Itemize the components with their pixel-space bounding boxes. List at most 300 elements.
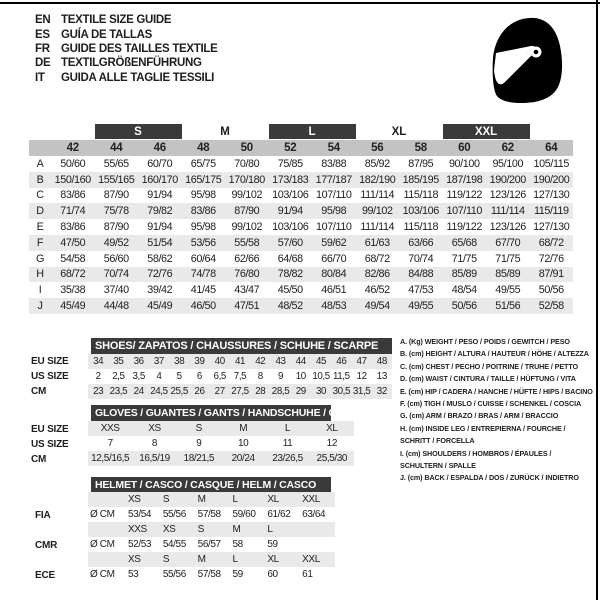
unit-cell-empty (88, 492, 126, 507)
measurement-value: 99/102 (231, 189, 263, 202)
table-cell: 12 (356, 371, 367, 382)
measurement-value: 187/198 (446, 173, 483, 186)
shoes-table (88, 354, 392, 399)
measurement-value: 50/60 (60, 157, 86, 170)
measurement-value: 160/170 (141, 173, 178, 186)
measurement-value: 95/98 (190, 189, 216, 202)
measurement-value: 70/74 (408, 252, 434, 265)
measurement-value: 71/75 (495, 252, 521, 265)
measurement-value: 48/53 (321, 300, 347, 313)
size-col-header: 56 (371, 142, 384, 154)
measurement-value: 45/49 (147, 300, 173, 313)
measurement-value: 87/91 (538, 268, 564, 281)
helmet-value: 61/62 (267, 509, 291, 520)
table-cell: 8 (151, 438, 158, 449)
measurement-value: 150/160 (54, 173, 91, 186)
measurement-value: 170/180 (228, 173, 265, 186)
measurement-value: 115/119 (533, 205, 569, 218)
legend-item (400, 448, 588, 473)
helmet-size-label: L (232, 554, 238, 565)
diameter-unit: Ø CM (90, 539, 115, 550)
measurement-value: 119/122 (446, 221, 482, 234)
table-cell: 7,5 (233, 371, 247, 382)
measurement-row (29, 203, 573, 219)
measurement-value: 87/95 (408, 157, 434, 170)
table-cell: 10,5 (312, 371, 330, 382)
table-cell: 23,5 (109, 386, 128, 397)
measurement-value: 76/80 (234, 268, 260, 281)
gloves-table-title: GLOVES / GUANTES / GANTS / HANDSCHUHE / GUANTI (91, 405, 331, 421)
measurement-value: 52/58 (538, 300, 564, 313)
size-col-header: 48 (197, 142, 210, 154)
table-cell: 11 (282, 438, 293, 449)
measurement-value: 43/47 (234, 284, 260, 297)
gloves-eu-size-label: EU SIZE (31, 424, 69, 435)
gloves-us-size-label: US SIZE (31, 439, 69, 450)
helmet-value: 54/55 (162, 539, 186, 550)
helmet-size-label: XL (267, 554, 279, 565)
measurement-value: 99/102 (361, 205, 393, 218)
table-cell: 23 (93, 386, 104, 397)
measurement-value: 105/115 (533, 157, 569, 170)
language-title-list (35, 13, 218, 85)
table-cell: 39 (194, 356, 205, 367)
row-letter: H (36, 268, 44, 281)
helmet-size-label: XXL (302, 554, 320, 565)
legend-line: B. (cm) HEIGHT / ALTURA / HAUTEUR / HÖHE / ALTEZZA (400, 349, 589, 359)
table-row (88, 369, 392, 384)
legend-item (400, 348, 588, 360)
table-cell: XL (326, 423, 338, 434)
measurement-value: 64/68 (277, 252, 303, 265)
measurement-value: 57/60 (277, 236, 303, 249)
size-group-label: S (95, 124, 182, 139)
legend-item (400, 361, 588, 373)
row-letter: C (36, 189, 44, 202)
table-row (88, 384, 392, 399)
helmet-value: 53 (128, 569, 139, 580)
table-cell: 10 (237, 438, 249, 449)
measurement-value: 87/90 (103, 189, 129, 202)
table-cell: 25,5/30 (316, 453, 348, 464)
measurement-value: 107/110 (446, 205, 482, 218)
helmet-fia-label: FIA (35, 510, 51, 521)
measurement-value: 61/63 (364, 236, 390, 249)
table-cell: 13 (376, 371, 387, 382)
measurement-value: 71/75 (451, 252, 477, 265)
measurement-value: 55/65 (103, 157, 129, 170)
measurement-value: 49/54 (364, 300, 390, 313)
measurement-row (29, 251, 573, 267)
measurement-row (29, 267, 573, 283)
measurement-value: 95/98 (321, 205, 347, 218)
shoes-cm-label: CM (31, 386, 47, 397)
size-group-label: XXL (443, 124, 530, 139)
row-letter: D (36, 205, 44, 218)
legend-item (400, 373, 588, 385)
table-cell: 10 (295, 371, 306, 382)
table-cell: 42 (255, 356, 266, 367)
helmet-icon (488, 16, 564, 104)
legend-item (400, 386, 593, 398)
size-group-label: L (269, 124, 356, 139)
helmet-ece-label: ECE (35, 570, 55, 581)
measurement-value: 75/78 (103, 205, 129, 218)
size-col-header: 58 (414, 142, 427, 154)
measurement-value: 95/100 (492, 157, 524, 170)
measurement-value: 72/76 (147, 268, 173, 281)
legend-line: A. (Kg) WEIGHT / PESO / POIDS / GEWITCH / PESO (400, 337, 570, 346)
measurement-value: 85/89 (495, 268, 521, 281)
table-cell: 36 (133, 356, 144, 367)
table-cell: 2,5 (112, 371, 125, 382)
measurement-value: 58/62 (147, 252, 173, 265)
helmet-table-title: HELMET / CASCO / CASQUE / HELM / CASCO (91, 477, 331, 493)
legend-line: H. (cm) INSIDE LEG / ENTREPIERNA / FOURCHE / (400, 423, 566, 433)
helmet-value: 55/56 (162, 569, 186, 580)
table-cell: 27,5 (231, 386, 249, 397)
size-col-header: 52 (284, 142, 297, 154)
measurement-value: 72/76 (538, 252, 564, 265)
helmet-value: 59 (232, 569, 243, 580)
table-cell: 24 (133, 386, 144, 397)
helmet-size-label: M (197, 554, 206, 565)
table-cell: 32 (376, 386, 387, 397)
measurement-value: 48/52 (277, 300, 303, 313)
measurement-value: 165/175 (185, 173, 222, 186)
language-code: ES (35, 28, 50, 41)
helmet-value-row (88, 567, 335, 582)
table-cell: S (195, 423, 202, 434)
row-letter: B (36, 173, 44, 186)
measurement-value: 111/114 (490, 205, 525, 218)
measurement-value: 55/58 (234, 236, 260, 249)
measurement-value: 49/52 (103, 236, 129, 249)
table-cell: 8 (257, 371, 263, 382)
measurement-row (29, 282, 573, 298)
measurement-value: 91/94 (277, 205, 303, 218)
legend-line: C. (cm) CHEST / PECHO / POITRINE / TRUHE / PETTO (400, 361, 578, 371)
legend-line: D. (cm) WAIST / CINTURA / TAILLE / HÜFTUNG / VITA (400, 374, 576, 384)
measurement-value: 103/106 (402, 205, 439, 218)
language-code: IT (35, 71, 45, 84)
measurement-value: 51/54 (147, 236, 173, 249)
right-border-line (596, 0, 598, 600)
language-code: DE (35, 57, 51, 70)
table-cell: 43 (275, 356, 286, 367)
helmet-size-row (88, 552, 335, 567)
table-cell: 3,5 (132, 371, 145, 382)
measurement-value: 48/54 (451, 284, 477, 297)
measurement-row (29, 156, 573, 172)
measurement-value: 99/102 (231, 221, 263, 234)
measurement-row (29, 188, 573, 204)
helmet-size-label: XS (128, 494, 141, 505)
measurement-value: 75/85 (277, 157, 303, 170)
measurement-value: 91/94 (147, 189, 173, 202)
helmet-size-label: S (197, 524, 204, 535)
helmet-size-label: M (232, 524, 241, 535)
helmet-cmr-label: CMR (35, 540, 58, 551)
measurement-value: 83/88 (321, 157, 347, 170)
table-cell: 26 (194, 386, 205, 397)
helmet-size-label: XXS (128, 524, 147, 535)
helmet-size-label: XL (267, 494, 279, 505)
table-cell: 40 (214, 356, 225, 367)
measurement-value: 49/55 (408, 300, 434, 313)
helmet-size-label: L (267, 524, 273, 535)
table-cell: 35 (113, 356, 124, 367)
measurement-value: 45/49 (60, 300, 86, 313)
measurement-value: 71/74 (60, 205, 86, 218)
measurement-value: 41/45 (190, 284, 216, 297)
measurement-value: 50/56 (538, 284, 564, 297)
table-cell: 28,5 (271, 386, 290, 397)
guide-title: GUIDE DES TAILLES TEXTILE (61, 42, 218, 55)
helmet-table (88, 492, 335, 582)
helmet-value: 59 (267, 539, 278, 550)
row-letter: A (36, 157, 44, 170)
helmet-size-label: S (162, 554, 170, 565)
measurement-value: 50/56 (451, 300, 477, 313)
top-border-line (0, 2, 600, 4)
helmet-size-label: XXL (302, 494, 320, 505)
table-cell: 2 (95, 371, 101, 382)
measurement-value: 78/82 (277, 268, 303, 281)
measurement-value: 87/90 (103, 221, 129, 234)
helmet-size-label: S (162, 494, 170, 505)
helmet-value: 63/64 (302, 509, 326, 520)
helmet-value: 61 (302, 569, 313, 580)
measurement-value: 37/40 (103, 284, 129, 297)
legend-item (400, 472, 588, 484)
measurement-value: 177/187 (315, 173, 352, 186)
diameter-unit: Ø CM (90, 569, 115, 580)
measurement-value: 95/98 (190, 221, 216, 234)
row-letter: J (37, 300, 43, 313)
language-code: EN (35, 14, 51, 27)
helmet-size-row (88, 522, 335, 537)
table-cell: 37 (153, 356, 164, 367)
table-cell: 30,5 (332, 386, 351, 397)
shoes-table-title: SHOES/ ZAPATOS / CHAUSSURES / SCHUHE / SCARPE (91, 338, 392, 354)
size-group-label: M (220, 125, 230, 138)
measurement-value: 53/56 (190, 236, 216, 249)
helmet-value: 59/60 (232, 509, 256, 520)
helmet-size-label: M (197, 494, 206, 505)
table-cell: 27 (214, 386, 225, 397)
legend-item (400, 398, 588, 410)
helmet-value: 55/56 (162, 509, 186, 520)
measurement-value: 68/72 (538, 236, 564, 249)
table-cell: 45 (316, 356, 327, 367)
table-cell: 7 (107, 438, 113, 449)
table-cell: 48 (376, 356, 387, 367)
measurement-value: 84/88 (408, 268, 434, 281)
row-letter: F (36, 236, 44, 249)
table-cell: 38 (174, 356, 185, 367)
table-cell: 24,5 (150, 386, 168, 397)
size-col-header: 60 (458, 142, 471, 154)
measurement-value: 127/130 (533, 189, 570, 202)
language-row (35, 27, 218, 41)
measurement-value: 47/50 (60, 236, 86, 249)
measurement-value: 70/80 (234, 157, 260, 170)
table-cell: 12,5/16,5 (91, 453, 130, 464)
measurement-value: 127/130 (533, 221, 570, 234)
shoes-us-size-label: US SIZE (31, 371, 69, 382)
measurement-value: 190/200 (489, 173, 526, 186)
helmet-value: 56/57 (197, 539, 221, 550)
measurement-row (29, 172, 573, 188)
measurement-value: 85/92 (364, 157, 390, 170)
table-cell: 34 (93, 356, 104, 367)
measurement-value: 49/55 (495, 284, 521, 297)
measurement-value: 103/106 (272, 189, 309, 202)
measurement-value: 60/70 (147, 157, 173, 170)
helmet-size-row (88, 492, 335, 507)
measurement-value: 182/190 (359, 173, 396, 186)
legend-line: SCHULTERN / SPALLE (400, 461, 476, 471)
measurement-row (29, 235, 573, 251)
measurement-value: 56/60 (103, 252, 129, 265)
size-col-header: 44 (110, 142, 123, 154)
legend-item (400, 336, 588, 348)
table-cell: 16,5/19 (139, 453, 170, 464)
legend-line: J. (cm) BACK / ESPALDA / DOS / ZURÜCK / INDIETRO (400, 473, 579, 483)
helmet-size-label: L (232, 494, 238, 505)
gloves-table (88, 421, 354, 466)
table-cell: 41 (234, 356, 246, 367)
measurement-value: 80/84 (321, 268, 347, 281)
textile-measurement-table (29, 156, 573, 314)
helmet-value: 53/54 (128, 509, 152, 520)
measurement-value: 67/70 (495, 236, 521, 249)
size-col-header: 46 (153, 142, 166, 154)
measurement-legend (400, 336, 593, 485)
legend-line: F. (cm) TIGH / MUSLO / CUISSE / SCHENKEL / COSCIA (400, 399, 582, 409)
size-col-header: 54 (327, 142, 340, 154)
table-cell: XXS (100, 423, 120, 434)
measurement-value: 107/110 (316, 189, 352, 202)
unit-cell-empty (88, 552, 126, 567)
row-letter: I (38, 284, 42, 297)
table-cell: 6 (196, 371, 202, 382)
measurement-value: 46/50 (190, 300, 216, 313)
measurement-value: 39/42 (147, 284, 173, 297)
measurement-value: 74/78 (190, 268, 216, 281)
measurement-value: 65/75 (190, 157, 216, 170)
helmet-value: 57/58 (197, 509, 221, 520)
language-row (35, 42, 218, 56)
size-col-header: 50 (240, 142, 253, 154)
gloves-cm-label: CM (31, 454, 47, 465)
helmet-value-row (88, 507, 335, 522)
measurement-value: 82/86 (364, 268, 390, 281)
legend-line: E. (cm) HIP / CADERA / HANCHE / HÜFTE / HIPS / BACINO (400, 386, 593, 396)
legend-line: G. (cm) ARM / BRAZO / BRAS / ARM / BRACCIO (400, 411, 559, 421)
diameter-unit: Ø CM (90, 509, 115, 520)
measurement-value: 115/118 (403, 189, 439, 202)
measurement-value: 83/86 (60, 189, 86, 202)
table-cell: 30 (316, 386, 327, 397)
measurement-value: 46/51 (321, 284, 347, 297)
measurement-value: 46/52 (364, 284, 390, 297)
measurement-value: 47/51 (234, 300, 260, 313)
measurement-value: 107/110 (316, 221, 352, 234)
table-row (88, 354, 392, 369)
table-cell: M (239, 423, 248, 434)
helmet-value: 60 (267, 569, 278, 580)
measurement-value: 119/122 (446, 189, 482, 202)
measurement-value: 62/66 (234, 252, 260, 265)
legend-line: SCHRITT / FORCELLA (400, 436, 475, 446)
table-cell: 5 (176, 371, 182, 382)
helmet-value: 52/53 (128, 539, 152, 550)
measurement-value: 190/200 (533, 173, 570, 186)
measurement-value: 59/62 (321, 236, 347, 249)
table-cell: 23/26,5 (272, 453, 303, 464)
measurement-value: 68/72 (364, 252, 390, 265)
table-cell: XS (148, 423, 161, 434)
measurement-value: 65/68 (451, 236, 477, 249)
table-cell: 18/21,5 (183, 453, 215, 464)
table-cell: 31,5 (352, 386, 371, 397)
size-col-header: 64 (545, 142, 558, 154)
language-row (35, 56, 218, 70)
measurement-value: 91/94 (147, 221, 173, 234)
table-cell: 12 (326, 438, 337, 449)
measurement-value: 51/56 (495, 300, 521, 313)
helmet-value: 57/58 (197, 569, 221, 580)
language-row (35, 13, 218, 27)
helmet-size-label: XS (162, 524, 176, 535)
measurement-value: 115/118 (403, 221, 439, 234)
table-cell: 11,5 (332, 371, 350, 382)
unit-cell-empty (88, 522, 126, 537)
legend-item (400, 423, 588, 448)
table-cell: 25,5 (170, 386, 188, 397)
size-group-label: XL (391, 125, 407, 138)
helmet-value-row (88, 537, 335, 552)
measurement-value: 60/64 (190, 252, 216, 265)
table-row (88, 421, 354, 436)
table-cell: 44 (295, 356, 306, 367)
helmet-size-label: XS (128, 554, 141, 565)
measurement-value: 47/53 (408, 284, 434, 297)
table-cell: 28 (255, 386, 266, 397)
measurement-value: 68/72 (60, 268, 86, 281)
measurement-value: 83/86 (190, 205, 216, 218)
guide-title: GUIDA ALLE TAGLIE TESSILI (61, 71, 215, 84)
table-cell: 4 (156, 371, 162, 382)
measurement-value: 70/74 (103, 268, 129, 281)
table-cell: L (284, 423, 291, 434)
measurement-value: 45/50 (277, 284, 303, 297)
legend-item (400, 410, 588, 422)
measurement-value: 79/82 (147, 205, 173, 218)
size-columns-header-row (29, 140, 573, 156)
measurement-value: 63/66 (408, 236, 434, 249)
table-cell: 46 (336, 356, 347, 367)
size-col-header: 62 (501, 142, 514, 154)
table-row (88, 451, 354, 466)
measurement-value: 185/195 (402, 173, 439, 186)
table-cell: 9 (277, 371, 284, 382)
table-row (88, 436, 354, 451)
measurement-value: 35/38 (60, 284, 86, 297)
guide-title: TEXTILE SIZE GUIDE (61, 14, 172, 27)
